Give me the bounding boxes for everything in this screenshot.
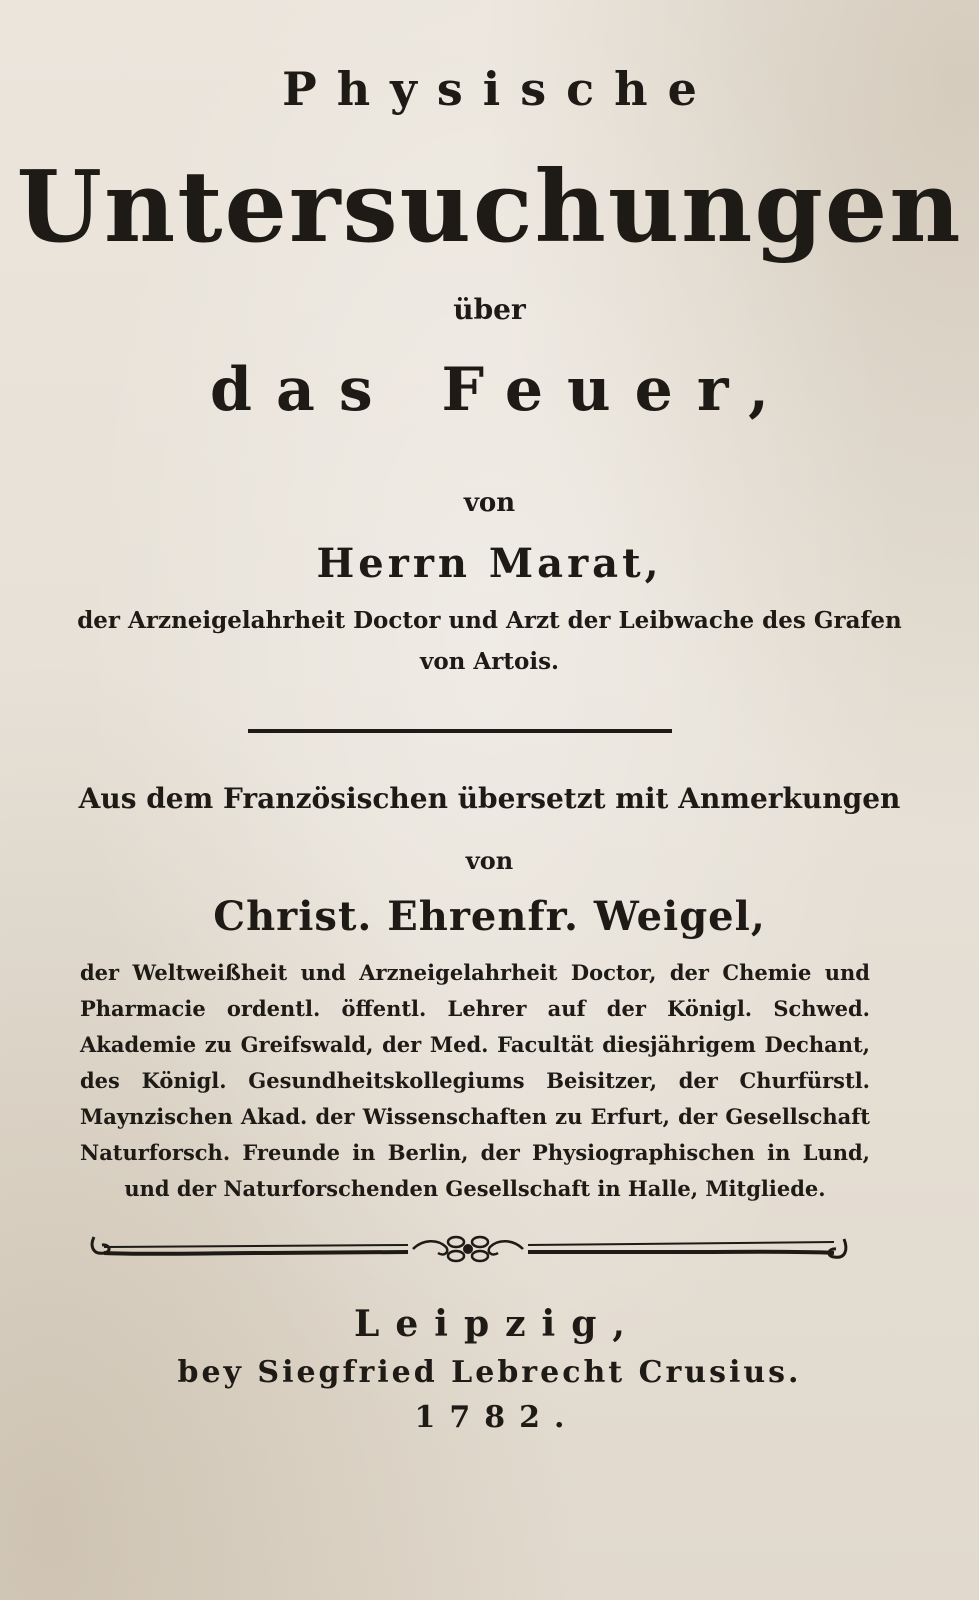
translation-note: Aus dem Französischen übersetzt mit Anmerkungen (78, 782, 901, 815)
divider-rule (248, 729, 672, 733)
title-line-das-feuer: das Feuer, (210, 355, 793, 425)
ornamental-divider (88, 1225, 850, 1275)
translator-description: der Weltweißheit und Arzneigelahrheit Doctor, der Chemie und Pharmacie ordentl. öffentl. Lehrer auf der Königl. Schwed. Akademie zu Greifswald, der Med. Facultät diesjährigem Dechant, des Königl. Gesundheitskollegiums Beisitzer, der Churfürstl. Maynzischen Akad. der Wissenschaften zu Erfurt, der Gesellschaft Naturforsch. Freunde in Berlin, der Physiographischen in Lund, und der Naturforschenden Gesellschaft in Halle, Mitgliede. (80, 960, 870, 1201)
imprint-publisher: bey Siegfried Lebrecht Crusius. (177, 1355, 802, 1390)
author-description-cont: von Artois. (419, 648, 560, 675)
translator-name: Christ. Ehrenfr. Weigel, (213, 893, 766, 940)
author-description: der Arzneigelahrheit Doctor und Arzt der Leibwache des Grafen (77, 607, 902, 634)
byline-von: von (463, 488, 516, 518)
title-line-ueber: über (453, 293, 526, 326)
author-name: Herrn Marat, (316, 540, 663, 587)
imprint-place: Leipzig, (354, 1303, 641, 1345)
imprint-year: 1782. (414, 1400, 579, 1435)
main-title: Untersuchungen (16, 150, 963, 265)
translator-von: von (465, 846, 514, 875)
title-line-physische: Physische (282, 62, 717, 116)
